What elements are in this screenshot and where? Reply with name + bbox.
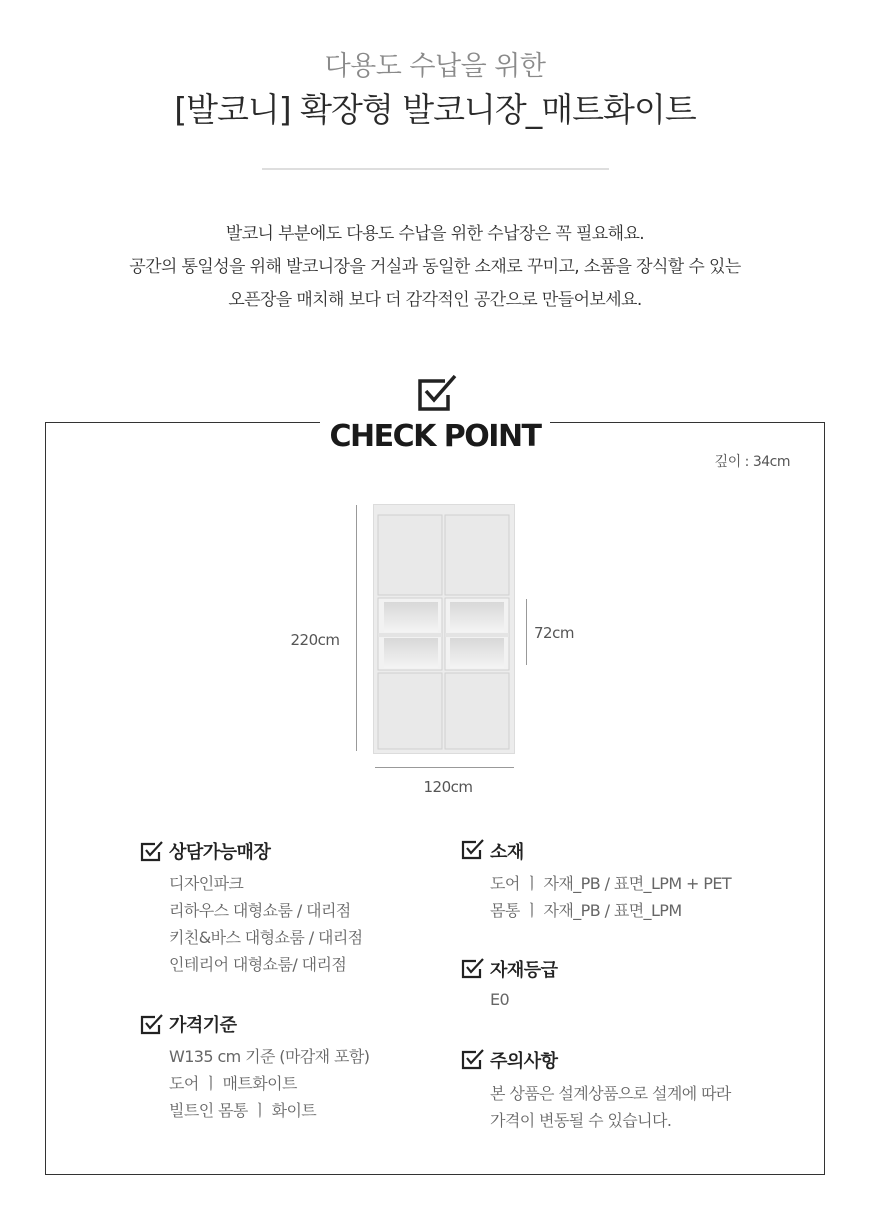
notice-line: 본 상품은 설계상품으로 설계에 따라 (490, 1084, 731, 1103)
depth-label: 깊이 : 34cm (714, 454, 790, 470)
grade-title: 자재등급 (490, 960, 558, 981)
price-line: 도어 ㅣ 매트화이트 (169, 1074, 297, 1093)
height-dimension-line (356, 505, 357, 751)
price-title: 가격기준 (169, 1015, 237, 1036)
open-height-dimension-line (526, 599, 527, 665)
price-check-icon (140, 1013, 164, 1035)
width-label: 120cm (423, 778, 473, 796)
material-title: 소재 (490, 842, 524, 863)
notice-title: 주의사항 (490, 1051, 558, 1072)
consult-line: 디자인파크 (169, 874, 244, 893)
consult-check-icon (140, 840, 164, 862)
material-check-icon (461, 838, 485, 860)
consult-line: 리하우스 대형쇼룸 / 대리점 (169, 901, 351, 920)
grade-check-icon (461, 957, 485, 979)
cabinet-illustration (373, 504, 515, 754)
material-line: 몸통 ㅣ 자재_PB / 표면_LPM (490, 901, 682, 920)
page-title: [발코니] 확장형 발코니장_매트화이트 (174, 90, 696, 129)
consult-title: 상담가능매장 (169, 842, 271, 863)
grade-line: E0 (490, 990, 510, 1009)
title-divider (262, 168, 609, 170)
consult-line: 인테리어 대형쇼룸/ 대리점 (169, 955, 347, 974)
material-line: 도어 ㅣ 자재_PB / 표면_LPM + PET (490, 874, 732, 893)
page-subtitle: 다용도 수납을 위한 (324, 51, 546, 82)
notice-check-icon (461, 1048, 485, 1070)
height-label: 220cm (290, 631, 340, 649)
intro-line-2: 공간의 통일성을 위해 발코니장을 거실과 동일한 소재로 꾸미고, 소품을 장식할 수 있는 (129, 257, 741, 277)
checkbox-check-icon (415, 373, 459, 413)
consult-line: 키친&바스 대형쇼룸 / 대리점 (169, 928, 363, 947)
price-line: W135 cm 기준 (마감재 포함) (169, 1047, 370, 1066)
open-height-label: 72cm (534, 624, 574, 642)
intro-line-3: 오픈장을 매치해 보다 더 감각적인 공간으로 만들어보세요. (228, 290, 642, 310)
price-line: 빌트인 몸통 ㅣ 화이트 (169, 1101, 317, 1120)
notice-line: 가격이 변동될 수 있습니다. (490, 1111, 672, 1130)
width-dimension-line (375, 767, 514, 768)
checkpoint-heading: CHECK POINT (329, 419, 541, 454)
intro-line-1: 발코니 부분에도 다용도 수납을 위한 수납장은 꼭 필요해요. (225, 224, 645, 244)
